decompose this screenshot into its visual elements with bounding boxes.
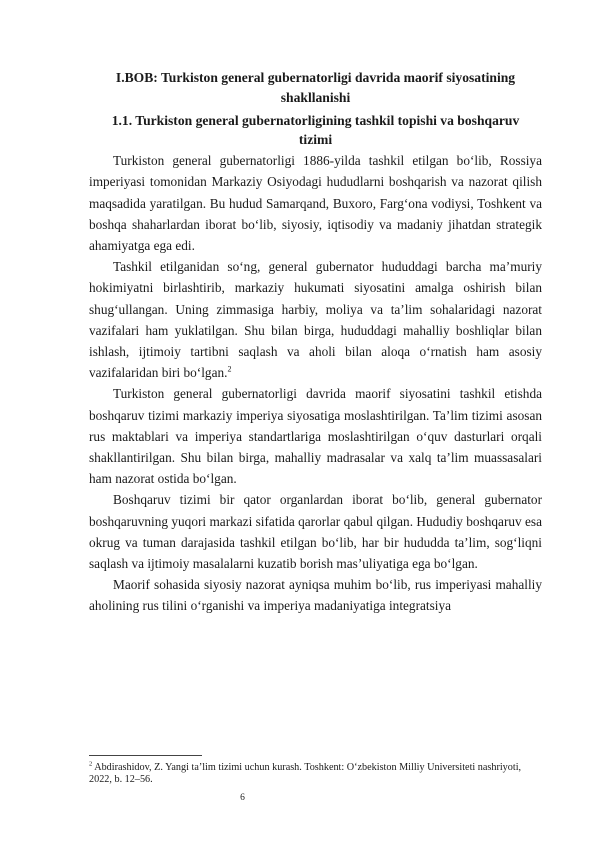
footnote-text: Abdirashidov, Z. Yangi ta’lim tizimi uchun kurash. Toshkent: O‘zbekiston Milliy Universiteti nashriyoti, 2022, b. 12–56. (89, 762, 522, 786)
footnote (89, 762, 529, 786)
paragraph-3: Turkiston general gubernatorligi davrida maorif siyosatini tashkil etishda boshqaruv tizimi markaziy imperiya siyosatiga moslashtirilgan. Ta’lim tizimi asosan rus maktablari va imperiya standartlariga moslashtirilgan o‘quv dasturlari orqali shakllantirilgan. Shu bilan birga, mahalliy madrasalar va xalq ta’lim muassasalari ham nazorat ostida bo‘lgan. (89, 386, 542, 487)
footnote-reference[interactable]: 2 (227, 364, 232, 374)
paragraph-1: Turkiston general gubernatorligi 1886-yilda tashkil etilgan bo‘lib, Rossiya imperiyasi tomonidan Markaziy Osiyodagi hududlarni boshqarish va nazorat qilish maqsadida yaratilgan. Bu hudud Samarqand, Buxoro, Farg‘ona vodiysi, Toshkent va boshqa shaharlardan iborat bo‘lib, siyosiy, iqtisodiy va madaniy jihatdan strategik ahamiyatga ega edi. (89, 153, 542, 253)
footnote-number: 2 (89, 760, 93, 768)
paragraph-5: Maorif sohasida siyosiy nazorat ayniqsa muhim bo‘lib, rus imperiyasi mahalliy aholining rus tilini o‘rganishi va imperiya madaniyatiga integratsiya (89, 577, 542, 614)
page-content (89, 66, 542, 617)
paragraph-2-text: Tashkil etilganidan so‘ng, general gubernator hududdagi barcha ma’muriy hokimiyatni birlashtirib, markaziy hukumati siyosatini amalga oshirish bilan shug‘ullangan. Uning zimmasiga harbiy, moliya va ta’lim sohalaridagi nazorat vazifalari ham yuklatilgan. Shu bilan birga, hududdagi mahalliy boshliqlar bilan ishlash, ijtimoiy tartibni saqlash va aholi bilan aloqa o‘rnatish ham asosiy vazifalaridan biri bo‘lgan. (89, 259, 542, 381)
footnote-divider (89, 755, 202, 756)
page-number: 6 (240, 793, 245, 803)
paragraph-4: Boshqaruv tizimi bir qator organlardan iborat bo‘lib, general gubernator boshqaruvning yuqori markazi sifatida qarorlar qabul qilgan. Hududiy boshqaruv esa okrug va tuman darajasida tashkil etilgan bo‘lib, har bir hududda ta’lim, sog‘liqni saqlash va ijtimoiy masalalarni kuzatib borish mas’uliyatiga ega bo‘lgan. (89, 492, 542, 572)
section-title: 1.1. Turkiston general gubernatorligining tashkil topishi va boshqaruv tizimi (111, 112, 520, 148)
chapter-title: I.BOB: Turkiston general gubernatorligi davrida maorif siyosatining shakllanishi (115, 70, 516, 105)
paragraph-2 (89, 256, 542, 383)
